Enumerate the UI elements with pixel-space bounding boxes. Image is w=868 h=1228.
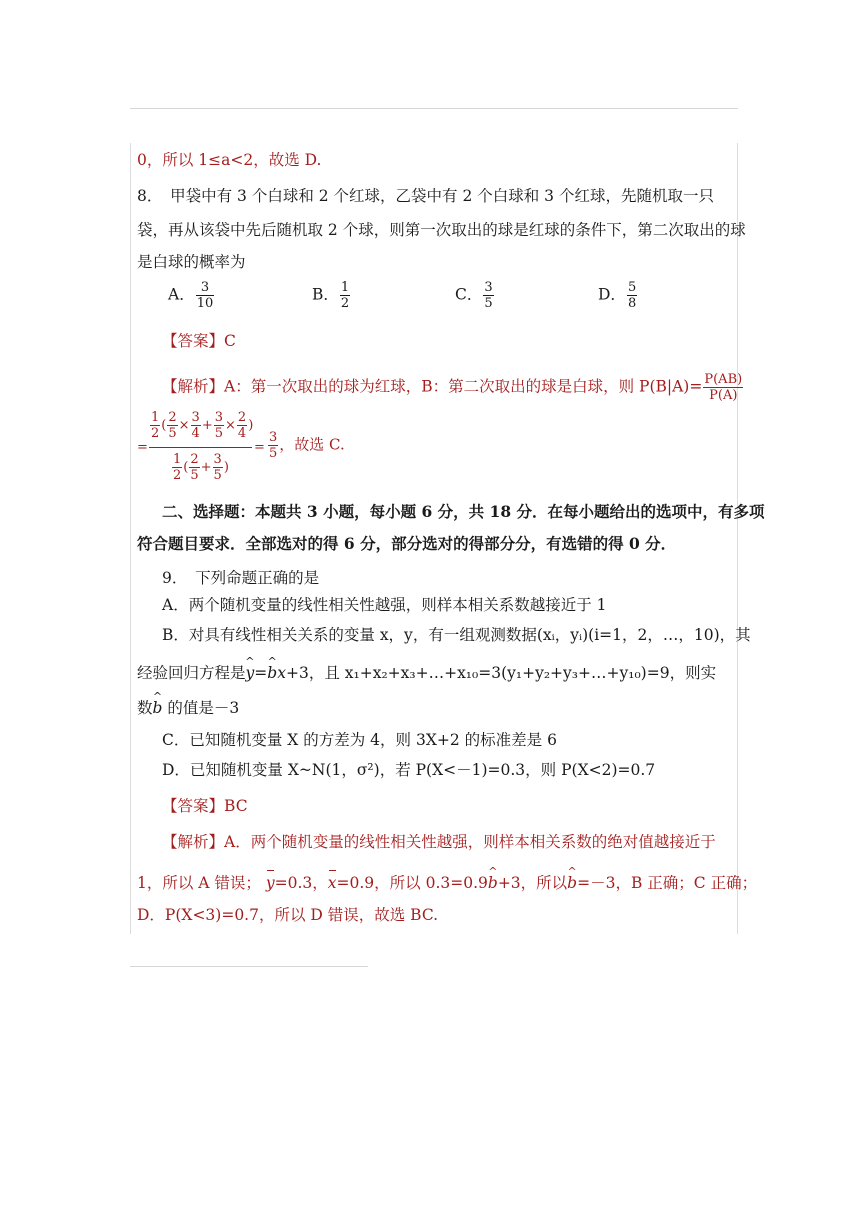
section2-heading-line2: 符合题目要求．全部选对的得 6 分，部分选对的得部分分，有选错的得 0 分． [137,534,677,553]
q8-option-d: D． $\frac{5}{8}$ [598,280,637,311]
q8-option-c-fraction: $\frac{3}{5}$ [484,280,493,311]
q8-option-a: A． $\frac{3}{10}$ [168,280,214,311]
footer-rule [130,966,368,967]
q9-analysis-line3: D．P(X<3)=0.7，所以 D 错误，故选 BC. [137,906,439,924]
q9-option-b-line2: 经验回归方程是^ y=^ bx+3，且 x₁+x₂+x₃+…+x₁₀=3(y₁+y₂+y₃+…+y₁₀)=9，则实 [137,663,716,683]
q8-result-fraction: $\frac{3}{5}$ [269,430,278,461]
q9-stem: 9． 下列命题正确的是 [162,569,320,587]
q9-option-b-line3: 数^ b 的值是－3 [137,698,239,718]
header-rule [130,108,738,109]
q8-option-b: B． $\frac{1}{2}$ [312,280,350,311]
page-border-right [737,143,738,934]
q9-option-d: D．已知随机变量 X~N(1，σ²)，若 P(X<－1)=0.3，则 P(X<2)=0.7 [162,761,656,779]
q9-analysis-line1: 【解析】A．两个随机变量的线性相关性越强，则样本相关系数的绝对值越接近于 [162,833,716,851]
section2-heading-line1: 二、选择题：本题共 3 小题，每小题 6 分，共 18 分．在每小题给出的选项中，有多项 [162,502,765,521]
page-border-left [130,143,131,934]
conditional-probability-fraction: $\frac{P(AB)}{P(A)}$ [704,372,743,403]
expression-numerator: $\frac{1}{2}$ ( $\frac{2}{5}$ × $\frac{3}{4}$ + $\frac{3}{5}$ × $\frac{2}{4}$ ) [151,410,254,441]
q9-analysis-line2: 1，所以 A 错误； y=0.3，x=0.9，所以 0.3=0.9^ b+3，所以^ b=－3，B 正确；C 正确； [137,873,757,893]
q9-option-c: C．已知随机变量 X 的方差为 4，则 3X+2 的标准差是 6 [162,731,557,749]
q9-answer: 【答案】BC [162,797,248,815]
expression-denominator: $\frac{1}{2}$ ( $\frac{2}{5}$ + $\frac{3}{5}$ ) [173,452,229,483]
q8-stem-line1: 8． 甲袋中有 3 个白球和 2 个红球，乙袋中有 2 个白球和 3 个红球，先随机取一只 [137,187,714,205]
q8-answer: 【答案】C [162,332,236,350]
q9-option-a: A．两个随机变量的线性相关性越强，则样本相关系数越接近于 1 [162,596,607,614]
q8-option-b-fraction: $\frac{1}{2}$ [340,280,350,311]
q9-option-b-line1: B．对具有线性相关关系的变量 x，y，有一组观测数据(xᵢ，yᵢ)(i=1，2，…，10)，其 [162,626,751,644]
q8-option-d-fraction: $\frac{5}{8}$ [627,280,637,311]
q8-stem-line2: 袋，再从该袋中先后随机取 2 个球，则第一次取出的球是红球的条件下，第二次取出的球 [137,221,746,239]
previous-solution-end: 0，所以 1≤a<2，故选 D. [137,151,322,169]
q8-stem-line3: 是白球的概率为 [137,253,246,271]
q8-option-c: C． $\frac{3}{5}$ [455,280,493,311]
q8-option-a-fraction: $\frac{3}{10}$ [196,280,214,311]
q8-analysis: 【解析】A：第一次取出的球为红球，B：第二次取出的球是白球，则 P(B|A)= $\frac{P(AB)}{P(A)}$ [162,372,743,403]
b-hat-symbol: ^ b [153,698,163,718]
